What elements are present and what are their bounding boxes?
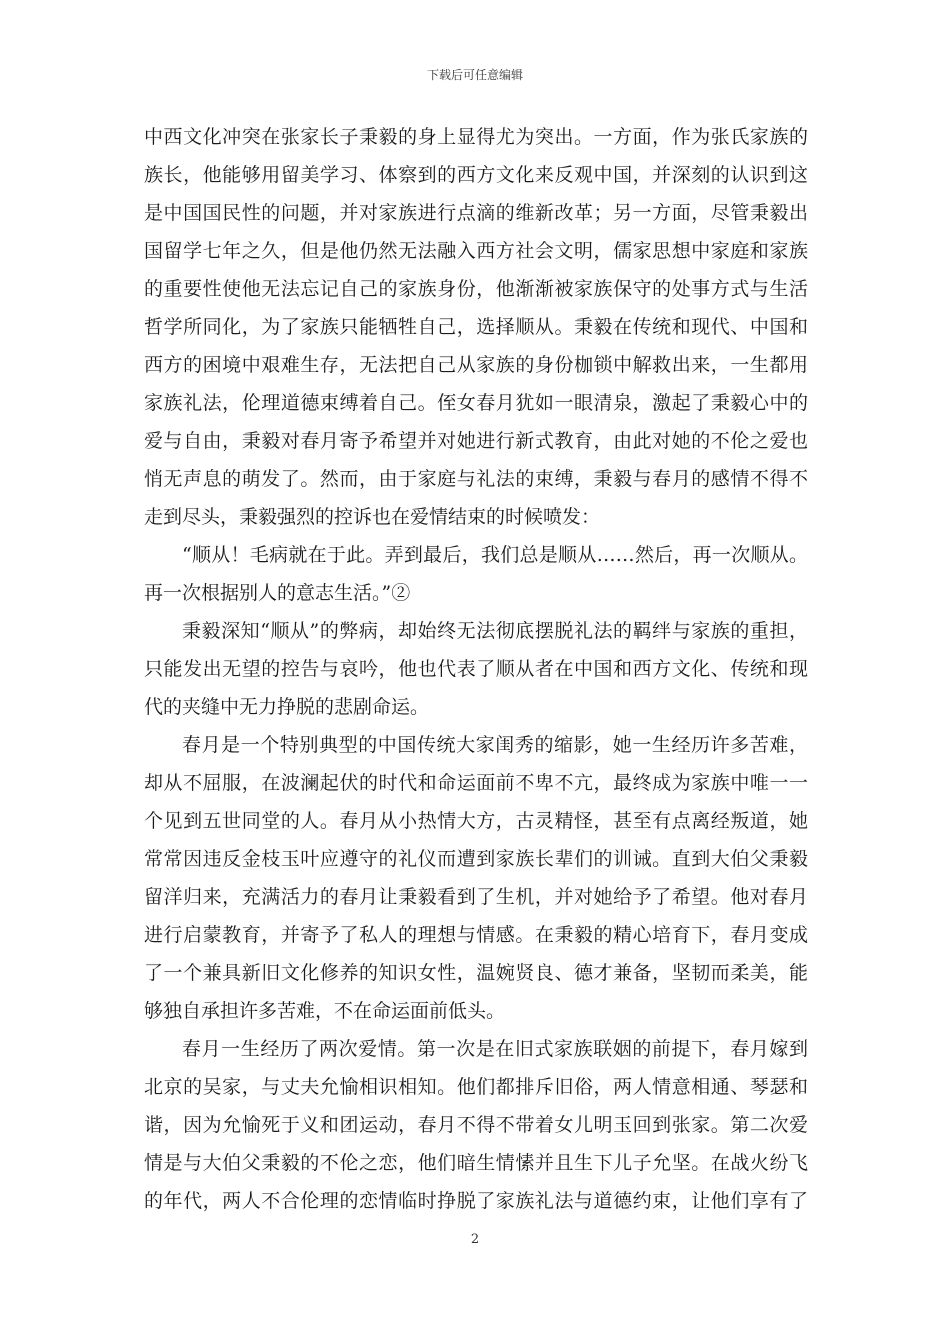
text-line: 秉毅深知“顺从”的弊病，却始终无法彻底摆脱礼法的羁绊与家族的重担， [182, 620, 808, 642]
text-line: 情是与大伯父秉毅的不伦之恋，他们暗生情愫并且生下儿子允坚。在战火纷飞 [144, 1152, 808, 1174]
page-number: 2 [470, 1232, 480, 1247]
text-line: 中西文化冲突在张家长子秉毅的身上显得尤为突出。一方面，作为张氏家族的 [144, 126, 808, 148]
text-line: 常常因违反金枝玉叶应遵守的礼仪而遭到家族长辈们的训诫。直到大伯父秉毅 [144, 848, 808, 870]
text-line: 族长，他能够用留美学习、体察到的西方文化来反观中国，并深刻的认识到这 [144, 164, 808, 186]
text-line: 国留学七年之久，但是他仍然无法融入西方社会文明，儒家思想中家庭和家族 [144, 240, 808, 262]
text-line: 留洋归来，充满活力的春月让秉毅看到了生机，并对她给予了希望。他对春月 [144, 886, 808, 908]
text-line: 却从不屈服，在波澜起伏的时代和命运面前不卑不亢，最终成为家族中唯一一 [144, 772, 808, 794]
text-line: 的年代，两人不合伦理的恋情临时挣脱了家族礼法与道德约束，让他们享有了 [144, 1190, 808, 1212]
paragraph [144, 1030, 808, 1220]
text-line: 的重要性使他无法忘记自己的家族身份，他渐渐被家族保守的处事方式与生活 [144, 278, 808, 300]
text-line: 够独自承担许多苦难，不在命运面前低头。 [144, 1000, 506, 1022]
text-line: 再一次根据别人的意志生活。”② [144, 582, 411, 604]
text-line: 悄无声息的萌发了。然而，由于家庭与礼法的束缚，秉毅与春月的感情不得不 [144, 468, 808, 490]
text-line: 进行启蒙教育，并寄予了私人的理想与情感。在秉毅的精心培育下，春月变成 [144, 924, 808, 946]
text-line: “顺从！毛病就在于此。弄到最后，我们总是顺从……然后，再一次顺从。 [182, 544, 808, 566]
text-line: 走到尽头，秉毅强烈的控诉也在爱情结束的时候喷发： [144, 506, 601, 528]
paragraph [144, 536, 808, 612]
text-line: 哲学所同化，为了家族只能牺牲自己，选择顺从。秉毅在传统和现代、中国和 [144, 316, 808, 338]
text-line: 个见到五世同堂的人。春月从小热情大方，古灵精怪，甚至有点离经叛道，她 [144, 810, 808, 832]
text-line: 谐，因为允愉死于义和团运动，春月不得不带着女儿明玉回到张家。第二次爱 [144, 1114, 808, 1136]
document-body [144, 118, 808, 1220]
text-line: 了一个兼具新旧文化修养的知识女性，温婉贤良、德才兼备，坚韧而柔美，能 [144, 962, 808, 984]
text-line: 西方的困境中艰难生存，无法把自己从家族的身份枷锁中解救出来，一生都用 [144, 354, 808, 376]
text-line: 只能发出无望的控告与哀吟，他也代表了顺从者在中国和西方文化、传统和现 [144, 658, 808, 680]
text-line: 爱与自由，秉毅对春月寄予希望并对她进行新式教育，由此对她的不伦之爱也 [144, 430, 808, 452]
text-line: 代的夹缝中无力挣脱的悲剧命运。 [144, 696, 430, 718]
text-line: 春月一生经历了两次爱情。第一次是在旧式家族联姻的前提下，春月嫁到 [182, 1038, 808, 1060]
text-line: 北京的吴家，与丈夫允愉相识相知。他们都排斥旧俗，两人情意相通、琴瑟和 [144, 1076, 808, 1098]
page-header: 下载后可任意编辑 [426, 68, 523, 82]
paragraph [144, 612, 808, 726]
paragraph [144, 118, 808, 536]
paragraph [144, 726, 808, 1030]
text-line: 家族礼法，伦理道德束缚着自己。侄女春月犹如一眼清泉，激起了秉毅心中的 [144, 392, 808, 414]
text-line: 春月是一个特别典型的中国传统大家闺秀的缩影，她一生经历许多苦难， [182, 734, 808, 756]
text-line: 是中国国民性的问题，并对家族进行点滴的维新改革；另一方面，尽管秉毅出 [144, 202, 808, 224]
